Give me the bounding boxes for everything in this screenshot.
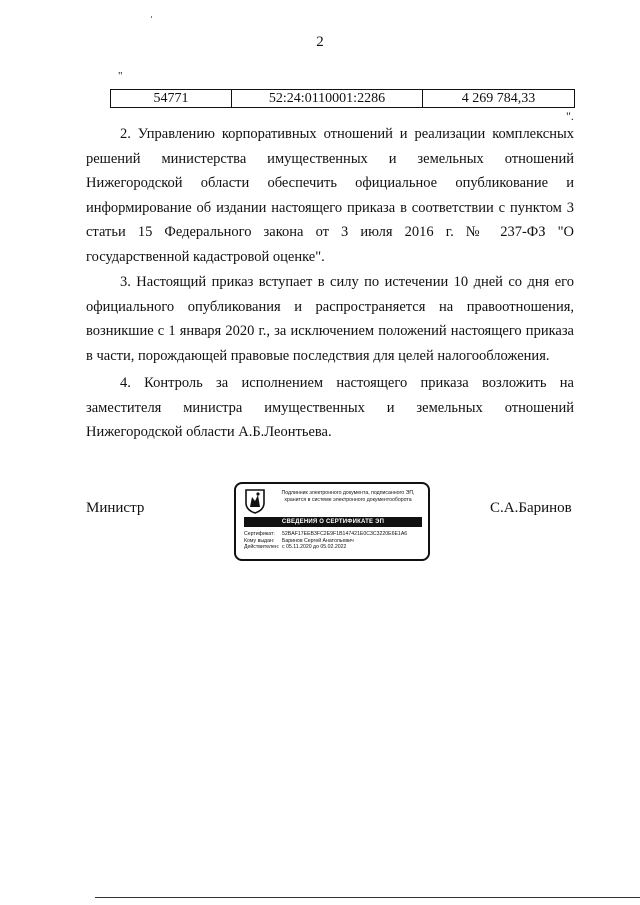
table-row xyxy=(111,90,575,108)
stamp-valid-value: с 05.11.2020 до 05.02.2022 xyxy=(282,544,347,551)
stamp-certificate-label: Сертификат: xyxy=(244,531,275,537)
paragraph-2: 2. Управлению корпоративных отношений и реализации комплексных решений министерства имущественных и земельных отношений Нижегородской области обеспечить официальное опубликование и информирование об издании настоящего приказа в соответствии с пунктом 3 статьи 15 Федерального закона от 3 июля 2016 г. № 237-ФЗ "О государственной кадастровой оценке". xyxy=(86,126,574,265)
stamp-certificate-title: СВЕДЕНИЯ О СЕРТИФИКАТЕ ЭП xyxy=(244,517,422,527)
stamp-header-line2: хранится в системе электронного документооборота xyxy=(284,496,412,503)
stamp-row-validity xyxy=(244,544,424,551)
stamp-valid-label: Действителен: xyxy=(244,544,280,551)
table-cell-number: 54771 xyxy=(111,90,232,108)
table-cell-cadastral-number: 52:24:0110001:2286 xyxy=(232,90,423,108)
signatory-position: Министр xyxy=(86,500,145,516)
paragraph-4-block xyxy=(86,371,574,445)
scan-speck xyxy=(151,16,152,18)
table-closing-quote: ". xyxy=(566,109,574,123)
stamp-certificate-value: 52BAF17EEB3FC2E9F1B147421E0C3C3220E6E1A6 xyxy=(282,531,408,537)
stamp-certificate-details xyxy=(244,531,424,551)
stamp-issued-to-label: Кому выдан: xyxy=(244,537,275,544)
paragraph-4: 4. Контроль за исполнением настоящего приказа возложить на заместителя министра имущественных и земельных отношений Нижегородской области А.Б.Леонтьева. xyxy=(86,375,574,441)
stamp-header xyxy=(270,490,426,503)
page-edge-rule xyxy=(95,897,640,898)
cadastral-value-table xyxy=(110,89,575,108)
page-number: 2 xyxy=(316,34,324,50)
coat-of-arms-icon xyxy=(244,488,266,514)
table-opening-quote: " xyxy=(118,70,123,82)
table-cell-cadastral-value: 4 269 784,33 xyxy=(423,90,575,108)
paragraph-3: 3. Настоящий приказ вступает в силу по истечении 10 дней со дня его официального опубликования и распространяется на правоотношения, возникшие с 1 января 2020 г., за исключением положений настоящего приказа в части, порождающей правовые последствия для целей налогообложения. xyxy=(86,274,574,364)
stamp-header-line1: Подлинник электронного документа, подписанного ЭП, xyxy=(281,490,415,496)
electronic-signature-stamp xyxy=(234,482,430,561)
stamp-issued-to-value: Баринов Сергей Анатольевич xyxy=(282,537,354,544)
paragraph-2-block xyxy=(86,122,574,270)
signatory-name: С.А.Баринов xyxy=(490,500,572,516)
stamp-row-certificate xyxy=(244,531,424,538)
paragraph-3-block xyxy=(86,270,574,368)
